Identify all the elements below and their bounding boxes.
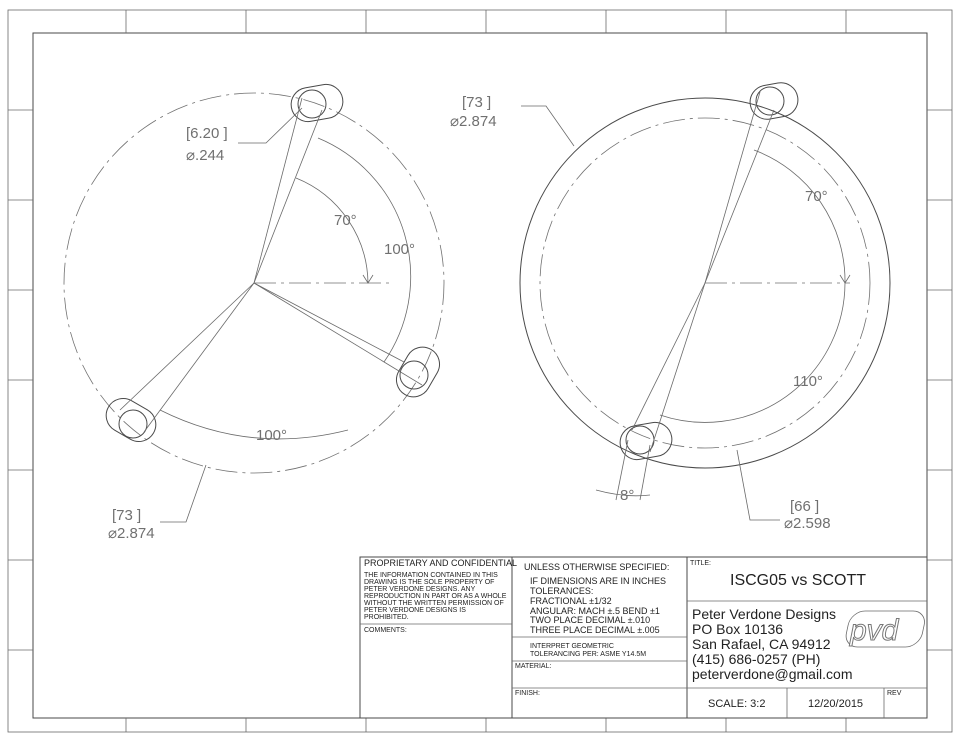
right-angle-8: 8° xyxy=(620,487,635,504)
scale-label: SCALE: 3:2 xyxy=(708,698,766,710)
title-block xyxy=(360,557,927,718)
company-line: San Rafael, CA 94912 xyxy=(692,636,831,652)
right-slot-bottom xyxy=(617,420,674,463)
unless-specified: UNLESS OTHERWISE SPECIFIED: xyxy=(524,562,670,572)
interpret-line: INTERPRET GEOMETRIC xyxy=(530,643,614,650)
proprietary-line: WITHOUT THE WRITTEN PERMISSION OF xyxy=(364,600,504,607)
left-angle-100-right: 100° xyxy=(384,241,416,258)
left-angle-70: 70° xyxy=(334,212,357,229)
left-hole-leader xyxy=(238,108,302,143)
company-line: peterverdone@gmail.com xyxy=(692,666,853,682)
left-bcd-dia: ⌀2.874 xyxy=(108,525,155,542)
date-label: 12/20/2015 xyxy=(808,698,864,710)
tolerance-line: TOLERANCES: xyxy=(530,586,594,596)
right-view xyxy=(450,80,890,532)
left-bcd-bracket: [73 ] xyxy=(112,507,142,524)
tolerance-line: ANGULAR: MACH ±.5 BEND ±1 xyxy=(530,606,660,616)
proprietary-line: REPRODUCTION IN PART OR AS A WHOLE xyxy=(364,593,507,600)
logo-text: pvd xyxy=(850,614,899,647)
tolerance-line: IF DIMENSIONS ARE IN INCHES xyxy=(530,576,667,586)
right-angle-110: 110° xyxy=(793,373,823,390)
company-line: PO Box 10136 xyxy=(692,621,784,637)
rev-label: REV xyxy=(887,690,902,697)
proprietary-line: DRAWING IS THE SOLE PROPERTY OF xyxy=(364,579,495,586)
left-slot-right xyxy=(390,341,445,403)
right-angle-70: 70° xyxy=(805,188,828,205)
company-line: Peter Verdone Designs xyxy=(692,606,836,622)
proprietary-line: PROHIBITED. xyxy=(364,614,409,621)
right-bcd-leader xyxy=(521,106,574,146)
left-angle-100-bottom: 100° xyxy=(256,427,288,444)
right-inner-dia: ⌀2.598 xyxy=(784,515,831,532)
material-label: MATERIAL: xyxy=(515,663,552,670)
finish-label: FINISH: xyxy=(515,690,540,697)
right-inner-bracket: [66 ] xyxy=(790,498,820,515)
proprietary-line: PETER VERDONE DESIGNS IS xyxy=(364,607,466,614)
tolerance-line: TWO PLACE DECIMAL ±.010 xyxy=(530,615,651,625)
title-label: TITLE: xyxy=(690,560,712,567)
right-bcd-dia: ⌀2.874 xyxy=(450,113,497,130)
tolerance-line: FRACTIONAL ±1/32 xyxy=(530,596,612,606)
left-hole-dim-bracket: [6.20 ] xyxy=(186,125,228,142)
proprietary-title: PROPRIETARY AND CONFIDENTIAL xyxy=(364,558,518,568)
comments-label: COMMENTS: xyxy=(364,627,407,634)
company-line: (415) 686-0257 (PH) xyxy=(692,651,821,667)
right-slot-top xyxy=(747,80,800,122)
left-bcd-leader xyxy=(160,465,206,522)
right-bcd-bracket: [73 ] xyxy=(462,94,492,111)
drawing-title: ISCG05 vs SCOTT xyxy=(730,572,867,589)
proprietary-line: PETER VERDONE DESIGNS. ANY xyxy=(364,586,476,593)
left-hole-dim-dia: ⌀.244 xyxy=(186,147,225,164)
pvd-logo xyxy=(843,611,927,647)
proprietary-line: THE INFORMATION CONTAINED IN THIS xyxy=(364,572,498,579)
tolerance-line: THREE PLACE DECIMAL ±.005 xyxy=(530,625,660,635)
interpret-line: TOLERANCING PER: ASME Y14.5M xyxy=(530,651,647,658)
left-view xyxy=(64,82,446,542)
